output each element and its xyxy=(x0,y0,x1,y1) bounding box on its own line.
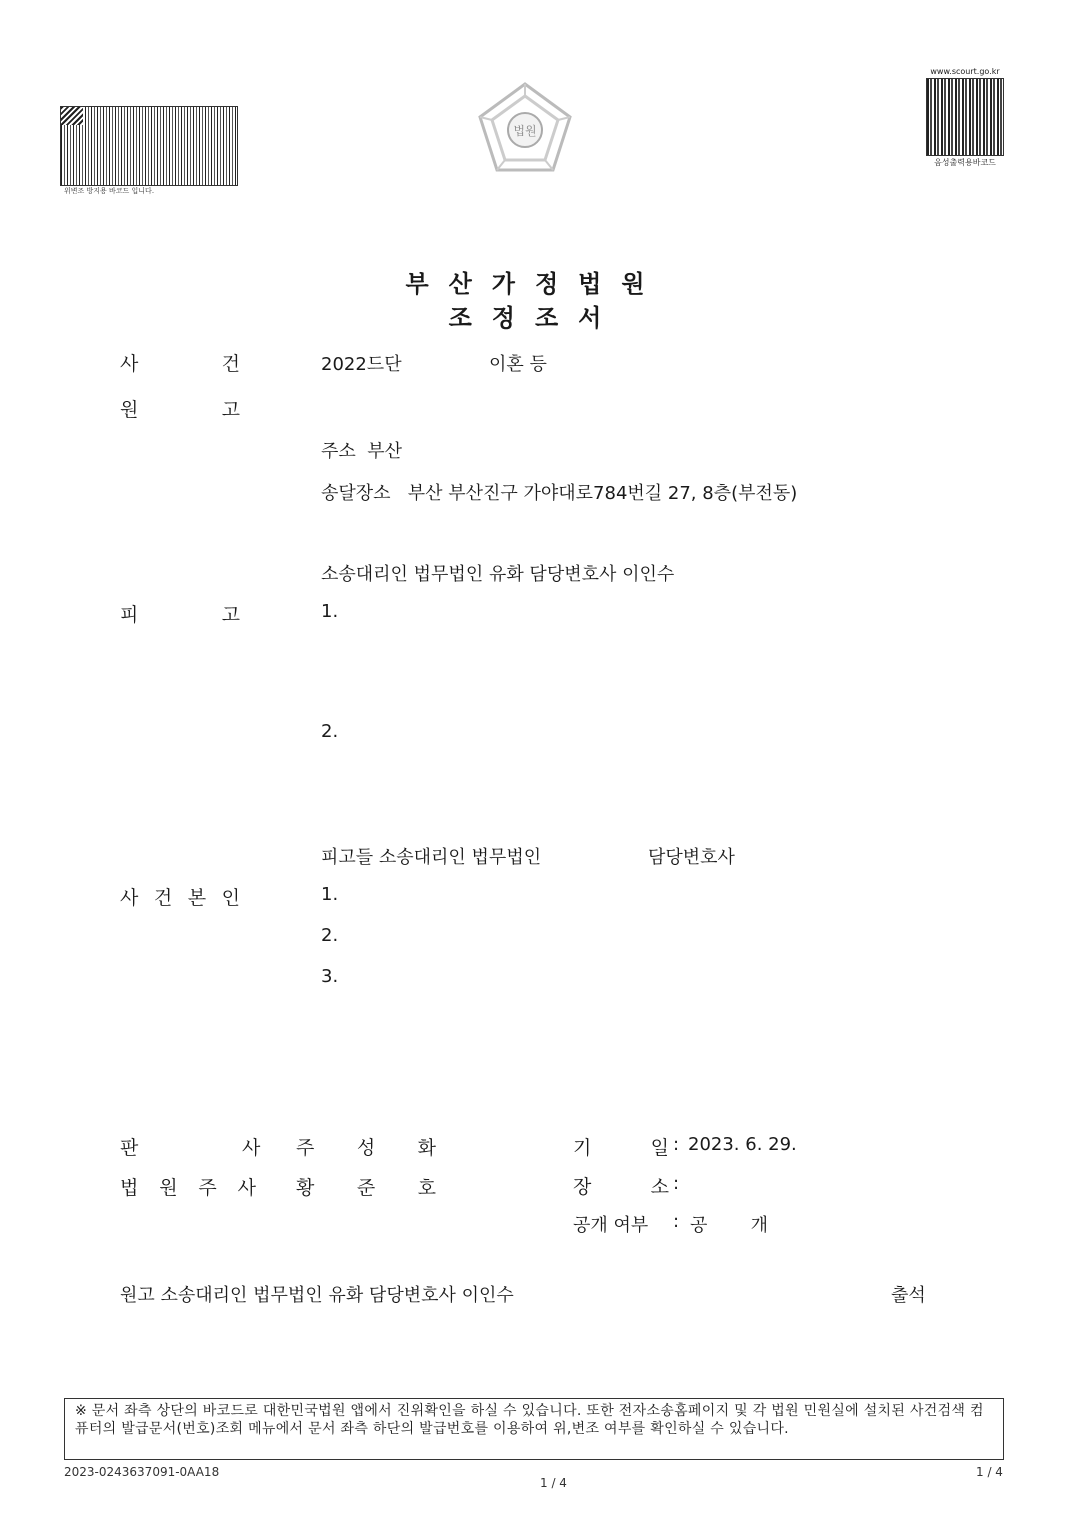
case-label: 사 건 xyxy=(120,353,240,375)
qr-caption: 음성출력용바코드 xyxy=(934,158,996,167)
public-colon: : xyxy=(673,1211,680,1232)
verification-notice: ※ 문서 좌측 상단의 바코드로 대한민국법원 앱에서 진위확인을 하실 수 있습니다. 또한 전자소송홈페이지 및 각 법원 민원실에 설치된 사건검색 컴퓨터의 발급문서(번호)조회 메뉴에서 문서 좌측 하단의 발급번호를 이용하여 위,변조 여부를 확인하실 수 있습니다. xyxy=(64,1398,1004,1460)
judge-name: 주 성 화 xyxy=(296,1137,436,1159)
clerk-label: 법 원 주 사 xyxy=(120,1177,256,1199)
date-value: 2023. 6. 29. xyxy=(688,1134,797,1155)
issue-number: 2023-0243637091-0AA18 xyxy=(64,1465,220,1479)
date-label: 기 일 xyxy=(573,1137,669,1159)
principal-label: 사 건 본 인 xyxy=(120,887,240,909)
attendance-text: 원고 소송대리인 법무법인 유화 담당변호사 이인수 xyxy=(120,1285,514,1306)
defendant-item-1: 1. xyxy=(321,601,339,622)
case-number: 2022드단 xyxy=(321,354,402,375)
emblem-label: 법원 xyxy=(513,124,537,138)
place-colon: : xyxy=(673,1173,680,1194)
defendant-attorney-suffix: 담당변호사 xyxy=(648,847,735,868)
principal-item-2: 2. xyxy=(321,925,339,946)
principal-item-3: 3. xyxy=(321,966,339,987)
attendance-status: 출석 xyxy=(891,1285,926,1306)
public-value: 공 개 xyxy=(690,1215,768,1236)
clerk-name: 황 준 호 xyxy=(296,1177,436,1199)
principal-item-1: 1. xyxy=(321,884,339,905)
defendant-attorney-prefix: 피고들 소송대리인 법무법인 xyxy=(321,847,542,868)
defendant-item-2: 2. xyxy=(321,721,339,742)
court-name: 부산가정법원 xyxy=(405,270,665,298)
qr-url: www.scourt.go.kr xyxy=(930,67,1000,76)
page-number-right: 1 / 4 xyxy=(976,1465,1003,1479)
barcode-caption: 위변조 방지용 바코드 입니다. xyxy=(64,187,155,195)
public-label: 공개 여부 xyxy=(573,1215,649,1236)
court-emblem-icon xyxy=(474,80,576,176)
anti-forgery-barcode xyxy=(60,106,238,186)
plaintiff-delivery-address: 송달장소 부산 부산진구 가야대로784번길 27, 8층(부전동) xyxy=(321,483,798,504)
case-name: 이혼 등 xyxy=(489,354,547,375)
page-number-center: 1 / 4 xyxy=(540,1476,567,1490)
place-label: 장 소 xyxy=(573,1176,669,1198)
plaintiff-attorney: 소송대리인 법무법인 유화 담당변호사 이인수 xyxy=(321,564,675,585)
plaintiff-address: 주소 부산 xyxy=(321,441,402,462)
defendant-label: 피 고 xyxy=(120,604,240,626)
plaintiff-label: 원 고 xyxy=(120,399,240,421)
date-colon: : xyxy=(673,1134,680,1155)
document-type: 조정조서 xyxy=(448,304,622,332)
voice-output-barcode xyxy=(926,78,1004,156)
